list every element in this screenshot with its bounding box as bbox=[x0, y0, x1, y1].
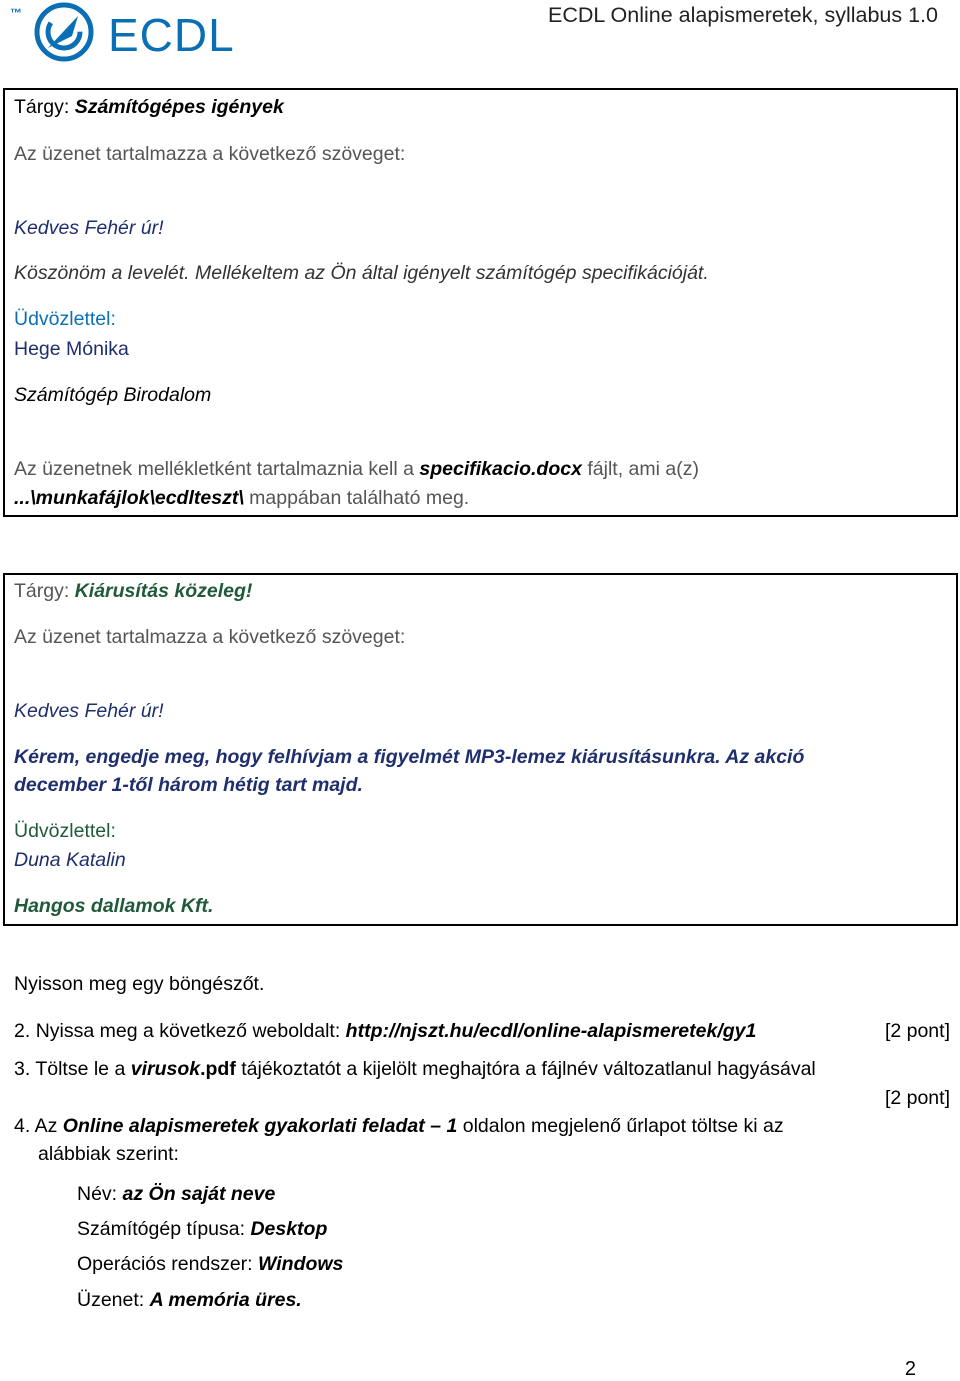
box1-attach-line1 bbox=[14, 458, 699, 481]
form-label: Számítógép típusa: bbox=[77, 1218, 251, 1240]
box1-name: Hege Mónika bbox=[14, 338, 129, 360]
form-label: Név: bbox=[77, 1183, 123, 1205]
ecdl-logo-icon bbox=[28, 2, 100, 62]
task-4-post: oldalon megjelenő űrlapot töltse ki az bbox=[457, 1115, 784, 1137]
form-value: az Ön saját neve bbox=[122, 1183, 276, 1205]
ecdl-logo-text: ECDL bbox=[108, 9, 235, 61]
task-1: Nyisson meg egy böngészőt. bbox=[14, 973, 265, 995]
task-3-ext: .pdf bbox=[200, 1058, 236, 1080]
task-2 bbox=[14, 1020, 756, 1043]
box1-attach-line2 bbox=[14, 487, 469, 510]
box1-company bbox=[14, 384, 211, 407]
form-row-computer-type bbox=[77, 1218, 327, 1241]
attach-post: fájlt, ami a(z) bbox=[581, 458, 699, 480]
box2-greeting: Kedves Fehér úr! bbox=[14, 700, 164, 722]
subject-label: Tárgy: bbox=[14, 96, 75, 118]
task-4-line2: alábbiak szerint: bbox=[38, 1143, 179, 1165]
task-2-text: Nyissa meg a következő weboldalt: bbox=[35, 1020, 346, 1042]
attach-line2-post: mappában található meg. bbox=[243, 487, 470, 509]
attach-file-ext: .docx bbox=[531, 458, 582, 480]
attach-file-name: specifikacio bbox=[419, 458, 532, 480]
task-4 bbox=[14, 1115, 784, 1138]
task-2-url[interactable]: http://njszt.hu/ecdl/online-alapismeretek/gy1 bbox=[345, 1020, 757, 1042]
box1-body: Köszönöm a levelét. Mellékeltem az Ön által igényelt számítógép specifikációját. bbox=[14, 262, 709, 284]
task-2-number: 2. bbox=[14, 1020, 36, 1042]
form-value: A memória üres. bbox=[149, 1289, 302, 1311]
task-2-points: [2 pont] bbox=[884, 1020, 950, 1042]
box1-closing: Üdvözlettel: bbox=[14, 308, 116, 330]
page-number: 2 bbox=[904, 1358, 916, 1380]
task-3 bbox=[14, 1058, 816, 1081]
task-3-pre: Töltse le a bbox=[35, 1058, 131, 1080]
box2-subject bbox=[14, 580, 252, 603]
form-label: Üzenet: bbox=[77, 1289, 150, 1311]
trademark-symbol: ™ bbox=[10, 6, 22, 20]
box1-subject bbox=[14, 96, 284, 119]
form-value: Desktop bbox=[250, 1218, 328, 1240]
subject-value: Számítógépes igények bbox=[74, 96, 284, 118]
box2-name: Duna Katalin bbox=[14, 849, 126, 871]
ecdl-logo bbox=[0, 0, 240, 62]
subject-value: Kiárusítás közeleg! bbox=[74, 580, 253, 602]
box2-body-line1: Kérem, engedje meg, hogy felhívjam a figyelmét MP3-lemez kiárusításunkra. Az akció bbox=[14, 746, 805, 768]
form-row-name bbox=[77, 1183, 275, 1206]
box2-intro: Az üzenet tartalmazza a következő szöveget: bbox=[14, 626, 406, 648]
task-3-points: [2 pont] bbox=[884, 1087, 950, 1109]
task-4-number: 4. bbox=[14, 1115, 35, 1137]
box2-company: Hangos dallamok Kft. bbox=[14, 895, 214, 917]
box2-body-line2: december 1-től három hétig tart majd. bbox=[14, 774, 363, 796]
task-3-post: tájékoztatót a kijelölt meghajtóra a fájlnév változatlanul hagyásával bbox=[235, 1058, 816, 1080]
form-row-message bbox=[77, 1289, 302, 1312]
form-label: Operációs rendszer: bbox=[77, 1253, 258, 1275]
form-row-os bbox=[77, 1253, 343, 1276]
task-3-file: virusok bbox=[130, 1058, 201, 1080]
company-text: Számítógép Birodalom bbox=[14, 384, 212, 406]
attach-path: ...\munkafájlok\ecdlteszt\ bbox=[14, 487, 244, 509]
form-value: Windows bbox=[258, 1253, 344, 1275]
task-4-pre: Az bbox=[34, 1115, 63, 1137]
subject-label: Tárgy: bbox=[14, 580, 75, 602]
task-3-number: 3. bbox=[14, 1058, 36, 1080]
attach-pre: Az üzenetnek mellékletként tartalmaznia kell a bbox=[14, 458, 420, 480]
box2-closing: Üdvözlettel: bbox=[14, 820, 116, 842]
document-title: ECDL Online alapismeretek, syllabus 1.0 bbox=[548, 3, 938, 27]
box1-intro: Az üzenet tartalmazza a következő szöveget: bbox=[14, 143, 406, 165]
box1-greeting: Kedves Fehér úr! bbox=[14, 217, 164, 239]
task-4-page: Online alapismeretek gyakorlati feladat – 1 bbox=[62, 1115, 458, 1137]
